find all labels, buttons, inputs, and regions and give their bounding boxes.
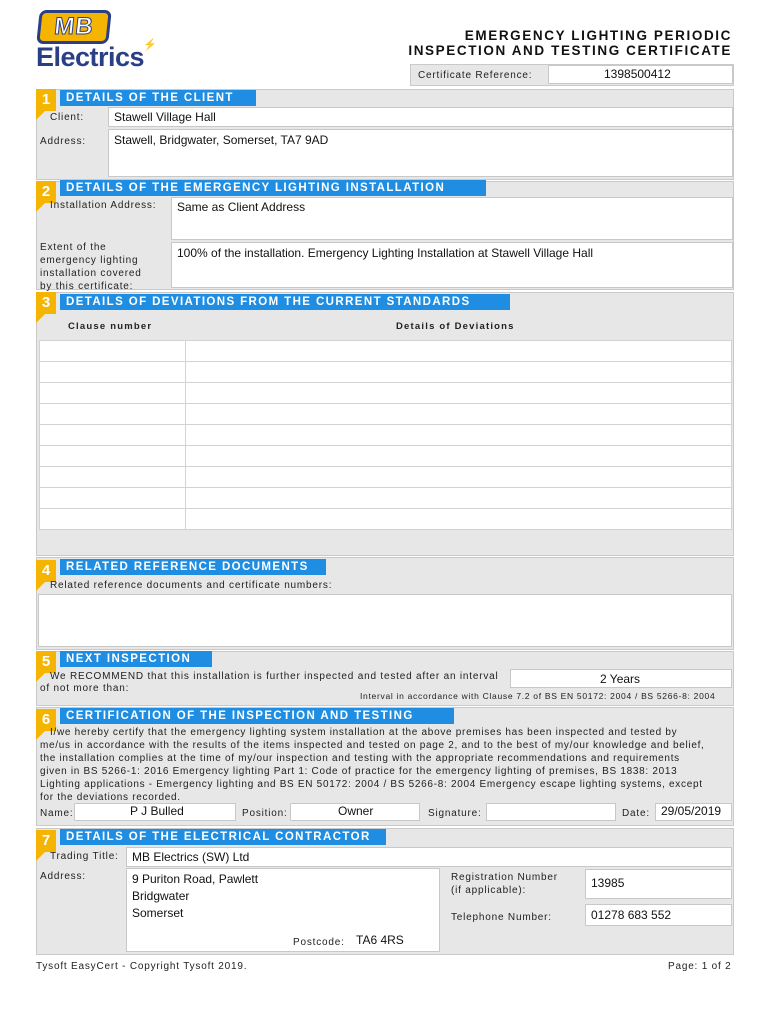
- clause-number-column-header: Clause number: [68, 321, 153, 332]
- signature-field[interactable]: [486, 803, 616, 821]
- postcode-label: Postcode:: [293, 937, 345, 948]
- date-value: 29/05/2019: [661, 804, 722, 818]
- deviation-row: [40, 488, 732, 509]
- footer-page-number: Page: 1 of 2: [668, 961, 732, 972]
- reference-documents-field[interactable]: [38, 594, 732, 647]
- deviation-row: [40, 446, 732, 467]
- section-3-header: [60, 294, 510, 310]
- section-3-number: 3: [36, 292, 56, 314]
- deviation-row: [40, 425, 732, 446]
- certificate-title: [330, 28, 732, 58]
- section-2-badge-tail: [36, 203, 45, 212]
- extent-label-line: installation covered: [40, 268, 142, 279]
- section-4-title: RELATED REFERENCE DOCUMENTS: [66, 561, 309, 573]
- certificate-title-line2: INSPECTION AND TESTING CERTIFICATE: [408, 43, 732, 58]
- contractor-address-value: [132, 871, 258, 922]
- section-1-title: DETAILS OF THE CLIENT: [66, 92, 234, 104]
- footer-copyright: Tysoft EasyCert - Copyright Tysoft 2019.: [36, 961, 248, 972]
- deviation-row: [40, 362, 732, 383]
- deviation-details-cell[interactable]: [186, 362, 732, 383]
- section-3-badge-tail: [36, 314, 45, 323]
- extent-label-line: Extent of the: [40, 242, 107, 253]
- extent-label-line: emergency lighting: [40, 255, 139, 266]
- deviation-clause-cell[interactable]: [40, 488, 186, 509]
- logo-electrics-text: Electrics: [36, 42, 145, 72]
- certificate-reference-label: Certificate Reference:: [418, 70, 533, 81]
- reference-documents-label: Related reference documents and certificate numbers:: [50, 580, 333, 591]
- client-label: Client:: [50, 112, 84, 123]
- deviation-clause-cell[interactable]: [40, 362, 186, 383]
- certification-line: Lighting applications - Emergency lighting and BS EN 50172: 2004 / BS 5266-8: 2004 Emergency escape lighting systems, except: [40, 779, 703, 790]
- deviation-clause-cell[interactable]: [40, 383, 186, 404]
- section-4-badge-tail: [36, 582, 45, 591]
- certificate-title-line1: EMERGENCY LIGHTING PERIODIC: [464, 28, 732, 43]
- inspector-position-value: Owner: [338, 804, 374, 818]
- next-inspection-text-line1: We RECOMMEND that this installation is further inspected and tested after an interval: [50, 671, 499, 682]
- section-4-number: 4: [36, 560, 56, 582]
- registration-label-line: (if applicable):: [451, 885, 527, 896]
- installation-address-label: Installation Address:: [50, 200, 157, 211]
- inspection-interval-value: 2 Years: [600, 672, 641, 686]
- signature-label: Signature:: [428, 808, 482, 819]
- contractor-address-line: Bridgwater: [132, 889, 190, 903]
- certification-line: given in BS 5266-1: 2016 Emergency lighting Part 1: Code of practice for the emergency lighting of premises, BS 1838: 2013: [40, 766, 678, 777]
- section-7-badge-tail: [36, 852, 45, 861]
- registration-label-line: Registration Number: [451, 872, 558, 883]
- section-1-header: [60, 90, 256, 106]
- lightning-bolt-icon: ⚡: [143, 39, 157, 51]
- deviations-table: [39, 340, 732, 530]
- section-2-header: [60, 180, 486, 196]
- date-label: Date:: [622, 808, 650, 819]
- client-address-value: Stawell, Bridgwater, Somerset, TA7 9AD: [114, 133, 329, 147]
- section-5-title: NEXT INSPECTION: [66, 653, 192, 665]
- postcode-value: TA6 4RS: [356, 933, 404, 947]
- logo-mb-badge: [36, 10, 112, 44]
- inspector-position-label: Position:: [242, 808, 288, 819]
- section-3-title: DETAILS OF DEVIATIONS FROM THE CURRENT STANDARDS: [66, 296, 471, 308]
- deviation-row: [40, 341, 732, 362]
- certification-statement: [40, 726, 730, 804]
- deviation-row: [40, 383, 732, 404]
- next-inspection-text-line2: of not more than:: [40, 683, 130, 694]
- section-5-number: 5: [36, 651, 56, 673]
- section-1-number: 1: [36, 89, 56, 111]
- deviation-clause-cell[interactable]: [40, 446, 186, 467]
- extent-label: [40, 241, 142, 293]
- registration-number-label: [451, 871, 558, 897]
- contractor-address-line: 9 Puriton Road, Pawlett: [132, 872, 259, 886]
- contractor-address-line: Somerset: [132, 906, 184, 920]
- inspector-name-value: P J Bulled: [130, 804, 184, 818]
- certification-line: me/us in accordance with the results of the items inspected and tested on page 2, and to the best of my/our knowledge and belief,: [40, 740, 705, 751]
- deviation-clause-cell[interactable]: [40, 425, 186, 446]
- section-5-badge-tail: [36, 673, 45, 682]
- section-1-badge-tail: [36, 111, 45, 120]
- deviation-clause-cell[interactable]: [40, 509, 186, 530]
- certification-line: I/we hereby certify that the emergency lighting system installation at the above premises has been inspected and tested by: [50, 727, 678, 738]
- registration-number-value: 13985: [591, 876, 625, 890]
- section-7-header: [60, 829, 386, 845]
- deviation-row: [40, 509, 732, 530]
- section-4-header: [60, 559, 326, 575]
- section-7-title: DETAILS OF THE ELECTRICAL CONTRACTOR: [66, 831, 371, 843]
- section-5-header: [60, 651, 212, 667]
- section-6-header: [60, 708, 454, 724]
- logo-mb-text: MB: [52, 13, 96, 40]
- certificate-reference-value: 1398500412: [604, 67, 671, 81]
- contractor-address-label: Address:: [40, 871, 86, 882]
- deviation-details-cell[interactable]: [186, 446, 732, 467]
- telephone-number-value: 01278 683 552: [591, 908, 672, 922]
- section-2-title: DETAILS OF THE EMERGENCY LIGHTING INSTALLATION: [66, 182, 446, 194]
- company-logo: [36, 10, 157, 72]
- deviation-details-cell[interactable]: [186, 488, 732, 509]
- inspector-name-label: Name:: [40, 808, 74, 819]
- deviation-details-cell[interactable]: [186, 467, 732, 488]
- deviation-details-cell[interactable]: [186, 341, 732, 362]
- section-7-number: 7: [36, 830, 56, 852]
- extent-value: 100% of the installation. Emergency Lighting Installation at Stawell Village Hall: [177, 246, 594, 260]
- deviation-row: [40, 404, 732, 425]
- installation-address-value: Same as Client Address: [177, 200, 306, 214]
- deviation-clause-cell[interactable]: [40, 467, 186, 488]
- section-6-title: CERTIFICATION OF THE INSPECTION AND TESTING: [66, 710, 414, 722]
- trading-title-value: MB Electrics (SW) Ltd: [132, 850, 250, 864]
- certification-line: for the deviations recorded.: [40, 792, 181, 803]
- section-6-number: 6: [36, 709, 56, 731]
- telephone-number-label: Telephone Number:: [451, 912, 552, 923]
- client-value: Stawell Village Hall: [114, 110, 216, 124]
- deviation-clause-cell[interactable]: [40, 404, 186, 425]
- certification-line: the installation complies at the time of my/our inspection and testing with the appropriate recommendations and requirements: [40, 753, 680, 764]
- deviation-details-cell[interactable]: [186, 383, 732, 404]
- deviation-details-cell[interactable]: [186, 509, 732, 530]
- client-address-label: Address:: [40, 136, 86, 147]
- section-2-number: 2: [36, 181, 56, 203]
- deviation-clause-cell[interactable]: [40, 341, 186, 362]
- deviation-row: [40, 467, 732, 488]
- deviation-details-cell[interactable]: [186, 404, 732, 425]
- extent-label-line: by this certificate:: [40, 281, 134, 292]
- trading-title-label: Trading Title:: [50, 851, 119, 862]
- deviation-details-column-header: Details of Deviations: [396, 321, 515, 332]
- inspection-interval-note: Interval in accordance with Clause 7.2 of BS EN 50172: 2004 / BS 5266-8: 2004: [360, 691, 716, 701]
- deviation-details-cell[interactable]: [186, 425, 732, 446]
